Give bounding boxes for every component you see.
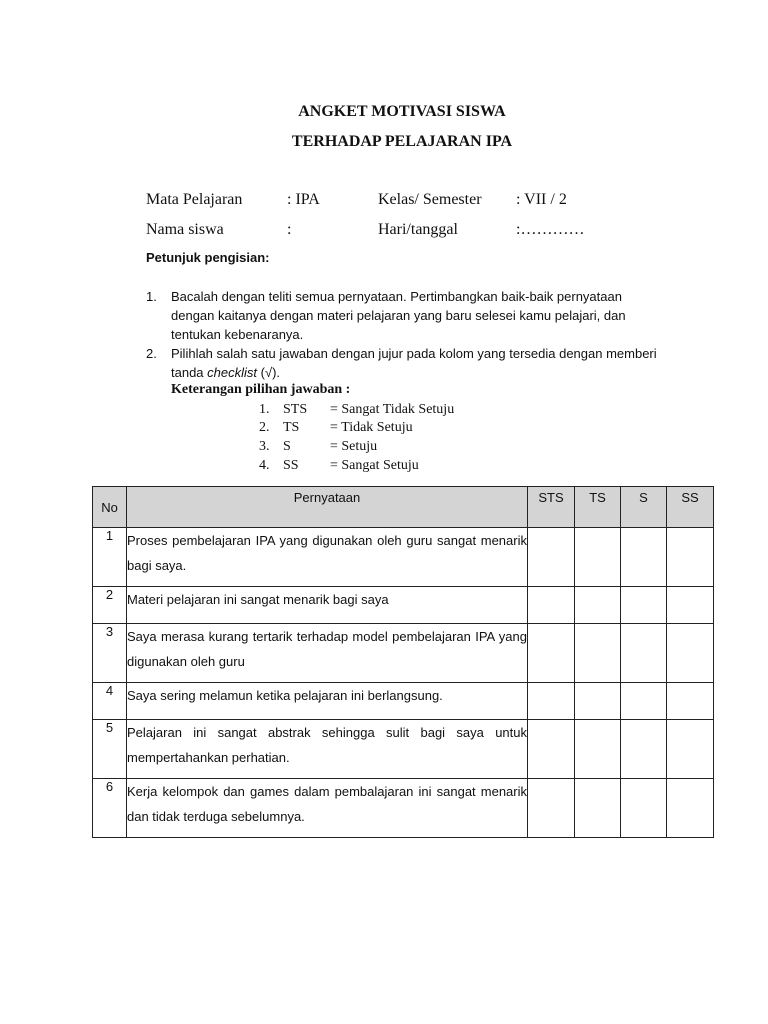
table-row (93, 720, 714, 779)
table-row (93, 779, 714, 838)
header-ss: SS (667, 487, 714, 528)
answer-cell-ts[interactable] (575, 720, 621, 779)
instruction-text-part: (√). (257, 365, 281, 380)
legend-code: SS (283, 458, 299, 473)
legend-number: 4. (259, 458, 270, 473)
row-statement: Pelajaran ini sangat abstrak sehingga sulit bagi saya untuk mempertahankan perhatian. (127, 720, 528, 779)
row-number: 1 (93, 528, 127, 587)
hari-tanggal-field[interactable]: :………… (516, 221, 585, 238)
answer-cell-ss[interactable] (667, 528, 714, 587)
row-statement: Kerja kelompok dan games dalam pembalajaran ini sangat menarik dan tidak terduga sebelumnya. (127, 779, 528, 838)
mata-pelajaran-value: : IPA (287, 191, 320, 208)
kelas-value: : VII / 2 (516, 191, 567, 208)
header-s: S (621, 487, 667, 528)
legend-desc: = Sangat Setuju (330, 458, 419, 473)
answer-cell-sts[interactable] (528, 779, 575, 838)
answer-cell-ts[interactable] (575, 528, 621, 587)
row-number: 3 (93, 624, 127, 683)
answer-cell-ss[interactable] (667, 683, 714, 720)
header-pernyataan: Pernyataan (127, 487, 528, 528)
answer-cell-sts[interactable] (528, 683, 575, 720)
row-number: 2 (93, 587, 127, 624)
answer-cell-sts[interactable] (528, 720, 575, 779)
row-statement: Materi pelajaran ini sangat menarik bagi saya (127, 587, 528, 624)
legend-item (259, 420, 413, 436)
row-number: 5 (93, 720, 127, 779)
answer-cell-ss[interactable] (667, 587, 714, 624)
legend-code: STS (283, 402, 308, 417)
table-row (93, 683, 714, 720)
answer-cell-s[interactable] (621, 587, 667, 624)
answer-cell-s[interactable] (621, 720, 667, 779)
answer-cell-sts[interactable] (528, 587, 575, 624)
instruction-text-part: Pilihlah salah satu jawaban dengan jujur pada kolom yang tersedia dengan memberi tanda (171, 346, 657, 380)
mata-pelajaran-label: Mata Pelajaran (146, 191, 243, 208)
answer-cell-sts[interactable] (528, 528, 575, 587)
answer-cell-s[interactable] (621, 779, 667, 838)
legend-code: TS (283, 420, 300, 435)
header-sts: STS (528, 487, 575, 528)
table-row (93, 624, 714, 683)
legend-desc: = Setuju (330, 439, 378, 454)
doc-title: ANGKET MOTIVASI SISWA (298, 103, 506, 120)
legend-number: 3. (259, 439, 270, 454)
table-row (93, 587, 714, 624)
legend-item (259, 439, 377, 455)
legend-item (259, 458, 419, 474)
instruction-number: 2. (146, 346, 157, 361)
instruction-text: Bacalah dengan teliti semua pernyataan. Pertimbangkan baik-baik pernyataan dengan kaitanya dengan materi pelajaran yang baru selesei kamu pelajari, dan tentukan kebenaranya. (171, 289, 626, 342)
instruction-item (146, 344, 666, 382)
legend-number: 1. (259, 402, 270, 417)
instruction-text-italic: checklist (207, 365, 258, 380)
instruction-number: 1. (146, 289, 157, 304)
nama-siswa-field[interactable]: : (287, 221, 292, 238)
answer-cell-ts[interactable] (575, 779, 621, 838)
keterangan-heading: Keterangan pilihan jawaban : (171, 382, 351, 397)
answer-cell-ss[interactable] (667, 624, 714, 683)
answer-cell-s[interactable] (621, 528, 667, 587)
legend-number: 2. (259, 420, 270, 435)
answer-cell-s[interactable] (621, 624, 667, 683)
hari-tanggal-label: Hari/tanggal (378, 221, 458, 238)
header-no: No (93, 487, 127, 528)
doc-subtitle: TERHADAP PELAJARAN IPA (291, 133, 513, 150)
survey-table (92, 486, 714, 838)
row-statement: Saya sering melamun ketika pelajaran ini berlangsung. (127, 683, 528, 720)
answer-cell-ts[interactable] (575, 624, 621, 683)
legend-item (259, 402, 454, 418)
petunjuk-heading: Petunjuk pengisian: (146, 250, 270, 265)
answer-cell-sts[interactable] (528, 624, 575, 683)
table-header-row (93, 487, 714, 528)
answer-cell-ss[interactable] (667, 720, 714, 779)
answer-cell-ss[interactable] (667, 779, 714, 838)
answer-cell-s[interactable] (621, 683, 667, 720)
header-ts: TS (575, 487, 621, 528)
legend-code: S (283, 439, 291, 454)
row-statement: Proses pembelajaran IPA yang digunakan oleh guru sangat menarik bagi saya. (127, 528, 528, 587)
nama-siswa-label: Nama siswa (146, 221, 224, 238)
kelas-label: Kelas/ Semester (378, 191, 482, 208)
legend-desc: = Sangat Tidak Setuju (330, 402, 455, 417)
instruction-text (171, 344, 666, 382)
row-number: 4 (93, 683, 127, 720)
answer-cell-ts[interactable] (575, 587, 621, 624)
row-number: 6 (93, 779, 127, 838)
answer-cell-ts[interactable] (575, 683, 621, 720)
legend-desc: = Tidak Setuju (330, 420, 413, 435)
instruction-item (146, 287, 666, 344)
row-statement: Saya merasa kurang tertarik terhadap model pembelajaran IPA yang digunakan oleh guru (127, 624, 528, 683)
table-row (93, 528, 714, 587)
